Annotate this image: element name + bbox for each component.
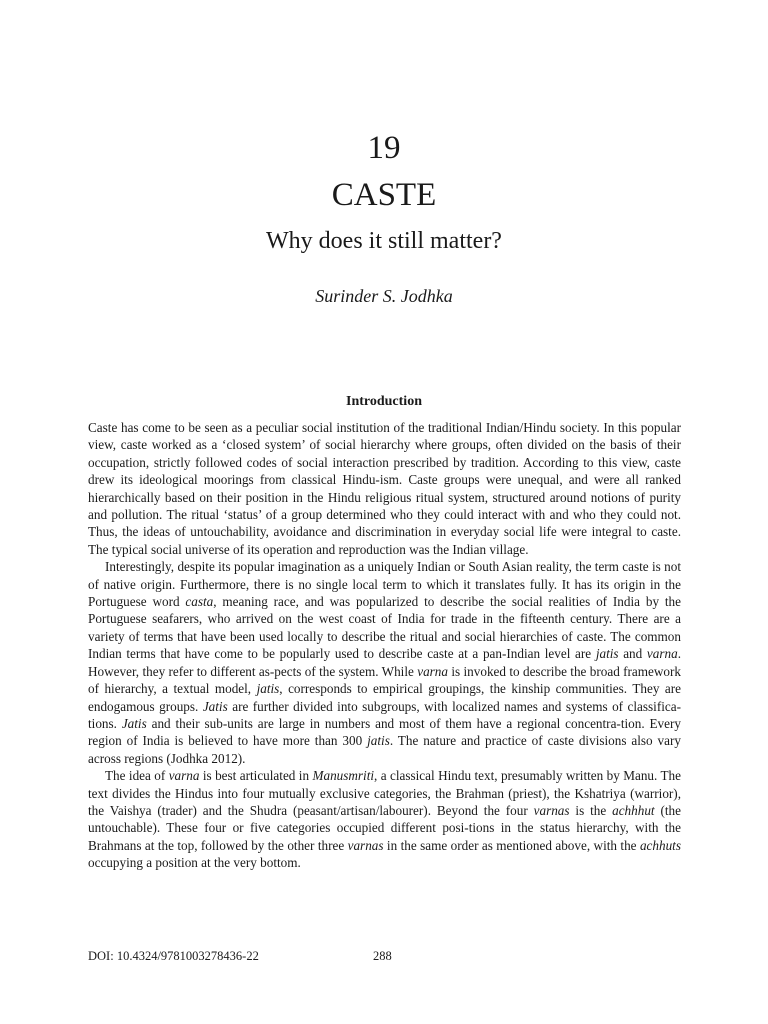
text-run: (the untouchable). These four or five categories occupied different posi-tions in the status hierarchy, with the Brahmans at the top, followed by the other three [88,802,681,853]
text-run: is the [569,802,613,818]
text-run: Interestingly, despite its popular imagination as a uniquely Indian or South Asian reality, the term caste is not of native origin. Furthermore, there is no single local term to which it translates fully. It has its origin in the Portuguese word [88,559,681,610]
author-name: Surinder S. Jodhka [315,286,453,306]
italic-term: varna [646,646,678,662]
text-run: The idea of [105,768,169,784]
paragraph [88,767,681,871]
page-number: 288 [373,949,392,963]
text-run: is best articulated in [199,768,313,784]
italic-term: Manusmriti [312,768,375,784]
paragraph [88,558,681,767]
text-run: . The nature and practice of caste divisions also vary across regions (Jodhka 2012). [88,733,681,766]
section-heading: Introduction [346,394,422,409]
text-run: , a classical Hindu text, presumably written by Manu. The text divides the Hindus into four mutually exclusive categories, the Brahman (priest), the Kshatriya (warrior), the Vaishya (trader) and the Shudra (peasant/artisan/labourer). Beyond the four [88,768,681,818]
italic-term: jatis [595,646,619,662]
text-run: occupying a position at the very bottom. [88,855,301,871]
text-run: , meaning race, and was popularized to describe the social realities of India by the Portuguese seafarers, who arrived on the west coast of India for trade in the fifteenth century. There are a variety of terms that have been used locally to describe the ritual and social hierarchies of caste. The common Indian terms that have come to be popularly used to describe caste at a pan-Indian level are [88,594,681,662]
text-run: in the same order as mentioned above, with the [383,837,640,853]
body-text [88,419,681,872]
chapter-number: 19 [367,130,401,166]
italic-term: varnas [347,837,384,853]
text-run: , corresponds to empirical groupings, the kinship communities. They are endogamous groups. [88,681,681,714]
text-run: and their sub-units are large in numbers and most of them have a regional concentra-tion. Every region of India is believed to have more than 300 [88,715,681,749]
italic-term: casta [185,594,214,610]
italic-term: varna [417,663,448,679]
text-run: and [618,646,647,662]
italic-term: jatis [256,681,280,697]
italic-term: varna [168,768,200,784]
text-run: is invoked to describe the broad framework of hierarchy, a textual model, [88,663,681,697]
paragraph [88,419,681,558]
italic-term: achhhut [612,802,655,818]
italic-term: Jatis [121,715,147,731]
text-run: Caste has come to be seen as a peculiar social institution of the traditional Indian/Hindu society. In this popular view, caste worked as a ‘closed system’ of social hierarchy where groups, often divided on the basis of their occupation, strictly followed codes of social interaction prescribed by tradition. According to this view, caste drew its ideological moorings from classical Hindu-ism. Caste groups were unequal, and were all ranked hierarchically based on their position in the Hindu religious ritual system, structured around notions of purity and pollution. The ritual ‘status’ of a group determined who they could interact with and who they could not. Thus, the ideas of untouchability, avoidance and discrimination in everyday social life were integral to caste. The typical social universe of its operation and reproduction was the Indian village. [88,420,681,557]
chapter-subtitle: Why does it still matter? [266,228,502,254]
italic-term: Jatis [202,698,228,714]
text-run: . However, they refer to different as-pects of the system. While [88,646,681,679]
chapter-title: CASTE [331,177,437,213]
text-run: are further divided into subgroups, with localized names and systems of classifica-tions. [88,698,681,731]
doi-text: DOI: 10.4324/9781003278436-22 [88,949,259,963]
italic-term: varnas [533,802,570,818]
italic-term: achhuts [639,837,681,853]
italic-term: jatis [367,733,390,749]
